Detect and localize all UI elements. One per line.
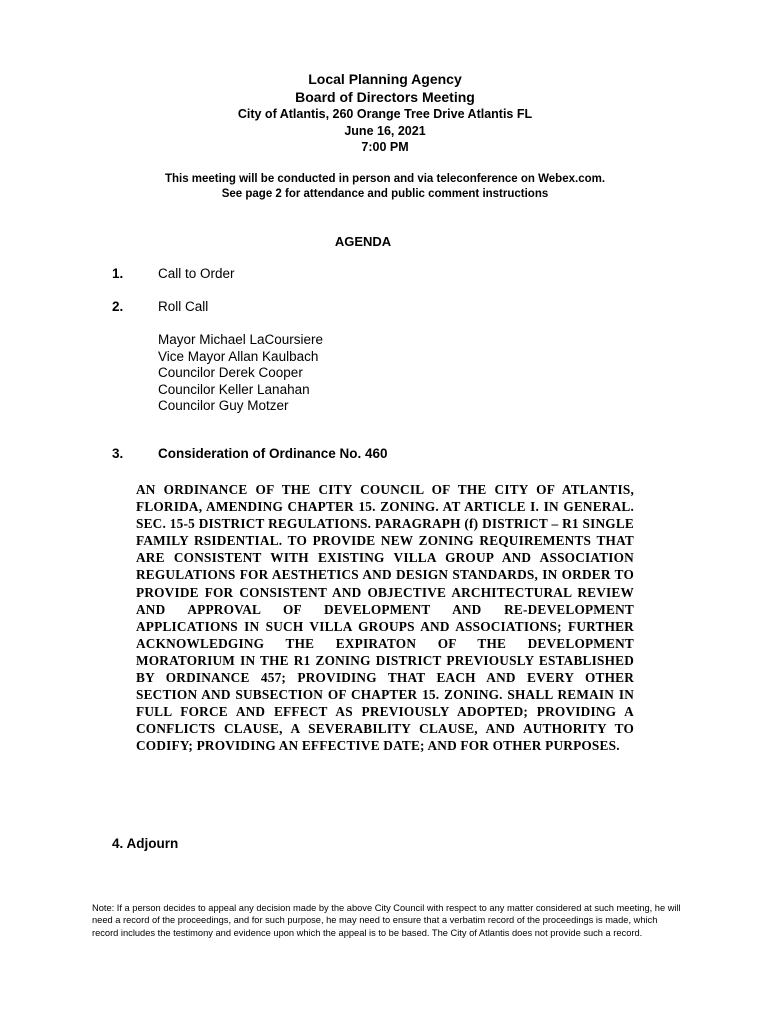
agency-title: Local Planning Agency [308,71,462,87]
agenda-item-adjourn: 4. Adjourn [112,836,179,851]
teleconference-notice [0,172,770,202]
notice-line-2: See page 2 for attendance and public comment instructions [221,188,549,200]
member-name: Councilor Derek Cooper [158,365,303,380]
agenda-item-label: Consideration of Ordinance No. 460 [158,446,388,461]
roll-call-members [158,332,323,415]
document-header [0,70,770,156]
agenda-item-label: Call to Order [158,266,235,281]
meeting-time: 7:00 PM [361,140,409,154]
member-name: Vice Mayor Allan Kaulbach [158,348,319,364]
notice-line-1: This meeting will be conducted in person and via teleconference on Webex.com. [164,173,606,185]
member-name: Councilor Guy Motzer [158,398,289,413]
ordinance-text: AN ORDINANCE OF THE CITY COUNCIL OF THE CITY OF ATLANTIS, FLORIDA, AMENDING CHAPTER 15. ZONING. AT ARTICLE I. IN GENERAL. SEC. 15-5 DISTRICT REGULATIONS. PARAGRAPH (f) DISTRICT – R1 SINGLE FAMILY RSIDENTIAL. TO PROVIDE NEW ZONING REQUIREMENTS THAT ARE CONSISTENT WITH EXISTING VILLA GROUP AND ASSOCIATION REGULATIONS FOR AESTHETICS AND DESIGN STANDARDS, IN ORDER TO PROVIDE FOR CONSISTENT AND OBJECTIVE ARCHITECTURAL REVIEW AND APPROVAL OF DEVELOPMENT AND RE-DEVELOPMENT APPLICATIONS IN SUCH VILLA GROUPS AND ASSOCIATIONS; FURTHER ACKNOWLEDGING THE EXPIRATON OF THE DEVELOPMENT MORATORIUM IN THE R1 ZONING DISTRICT PREVIOUSLY ESTABLISHED BY ORDINANCE 457; PROVIDING THAT EACH AND EVERY OTHER SECTION AND SUBSECTION OF CHAPTER 15. ZONING. SHALL REMAIN IN FULL FORCE AND EFFECT AS PREVIOUSLY ADOPTED; PROVIDING A CONFLICTS CLAUSE, A SEVERABILITY CLAUSE, AND AUTHORITY TO CODIFY; PROVIDING AN EFFECTIVE DATE; AND FOR OTHER PURPOSES. [136,482,634,754]
member-name: Mayor Michael LaCoursiere [158,332,324,347]
agenda-item-number: 3. [112,446,124,461]
agenda-item-label: Roll Call [158,299,209,314]
meeting-title: Board of Directors Meeting [295,89,475,105]
agenda-item-number: 2. [112,299,124,314]
member-name: Councilor Keller Lanahan [158,381,310,397]
meeting-date: June 16, 2021 [344,123,426,138]
agenda-item-number: 1. [112,266,124,281]
agenda-heading: AGENDA [334,234,392,249]
appeal-footnote: Note: If a person decides to appeal any decision made by the above City Council with respect to any matter considered at such meeting, he will need a record of the proceedings, and for such purpose, he may need to ensure that a verbatim record of the proceedings is made, which record includes the testimony and evidence upon which the appeal is to be based. The City of Atlantis does not provide such a record. [92,903,681,938]
meeting-location: City of Atlantis, 260 Orange Tree Drive Atlantis FL [237,107,533,121]
